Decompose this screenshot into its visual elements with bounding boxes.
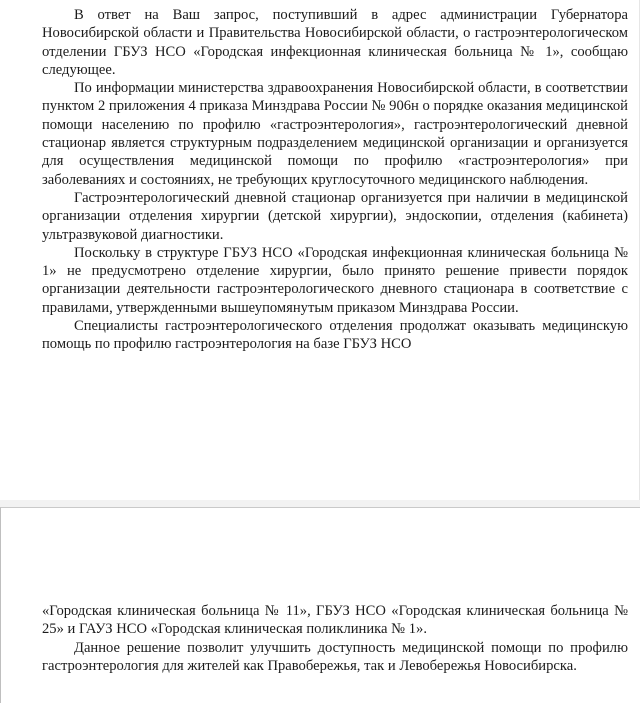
paragraph-specialists: Специалисты гастроэнтерологического отделения продолжат оказывать медицинскую помощь по профилю гастроэнтерология на базе ГБУЗ НСО — [42, 318, 628, 353]
paragraph-decision: Поскольку в структуре ГБУЗ НСО «Городская инфекционная клиническая больница № 1» не предусмотрено отделение хирургии, было принято решение привести порядок организации деятельности гастроэнтерологического дневного стационара в соответствие с правилами, утвержденными вышеупомянутым приказом Минздрава России. — [42, 244, 628, 316]
paragraph-hospitals-list: «Городская клиническая больница № 11», ГБУЗ НСО «Городская клиническая больница № 25» и ГАУЗ НСО «Городская клиническая поликлиника № 1». — [42, 603, 628, 638]
paragraph-ministry-info: По информации министерства здравоохранения Новосибирской области, в соответствии пунктом 2 приложения 4 приказа Минздрава России № 906н о порядке оказания медицинской помощи населению по профилю «гастроэнтерология», гастроэнтерологический дневной стационар является структурным подразделением медицинской организации и организуется для осуществления медицинской помощи по профилю «гастроэнтерология» при заболеваниях и состояниях, не требующих круглосуточного медицинского наблюдения. — [42, 80, 628, 188]
paragraph-accessibility: Данное решение позволит улучшить доступность медицинской помощи по профилю гастроэнтерология для жителей как Правобережья, так и Левобережья Новосибирска. — [42, 639, 628, 674]
paragraph-request-intro: В ответ на Ваш запрос, поступивший в адрес администрации Губернатора Новосибирской области и Правительства Новосибирской области, о гастроэнтерологическом отделении ГБУЗ НСО «Городская инфекционная клиническая больница № 1», сообщаю следующее. — [42, 7, 628, 78]
paragraph-day-hospital-requirements: Гастроэнтерологический дневной стационар организуется при наличии в медицинской организации отделения хирургии (детской хирургии), эндоскопии, отделения (кабинета) ультразвуковой диагностики. — [42, 189, 628, 243]
page-separator — [0, 500, 640, 507]
page-1-body — [42, 6, 628, 354]
page-2-body — [42, 602, 628, 675]
